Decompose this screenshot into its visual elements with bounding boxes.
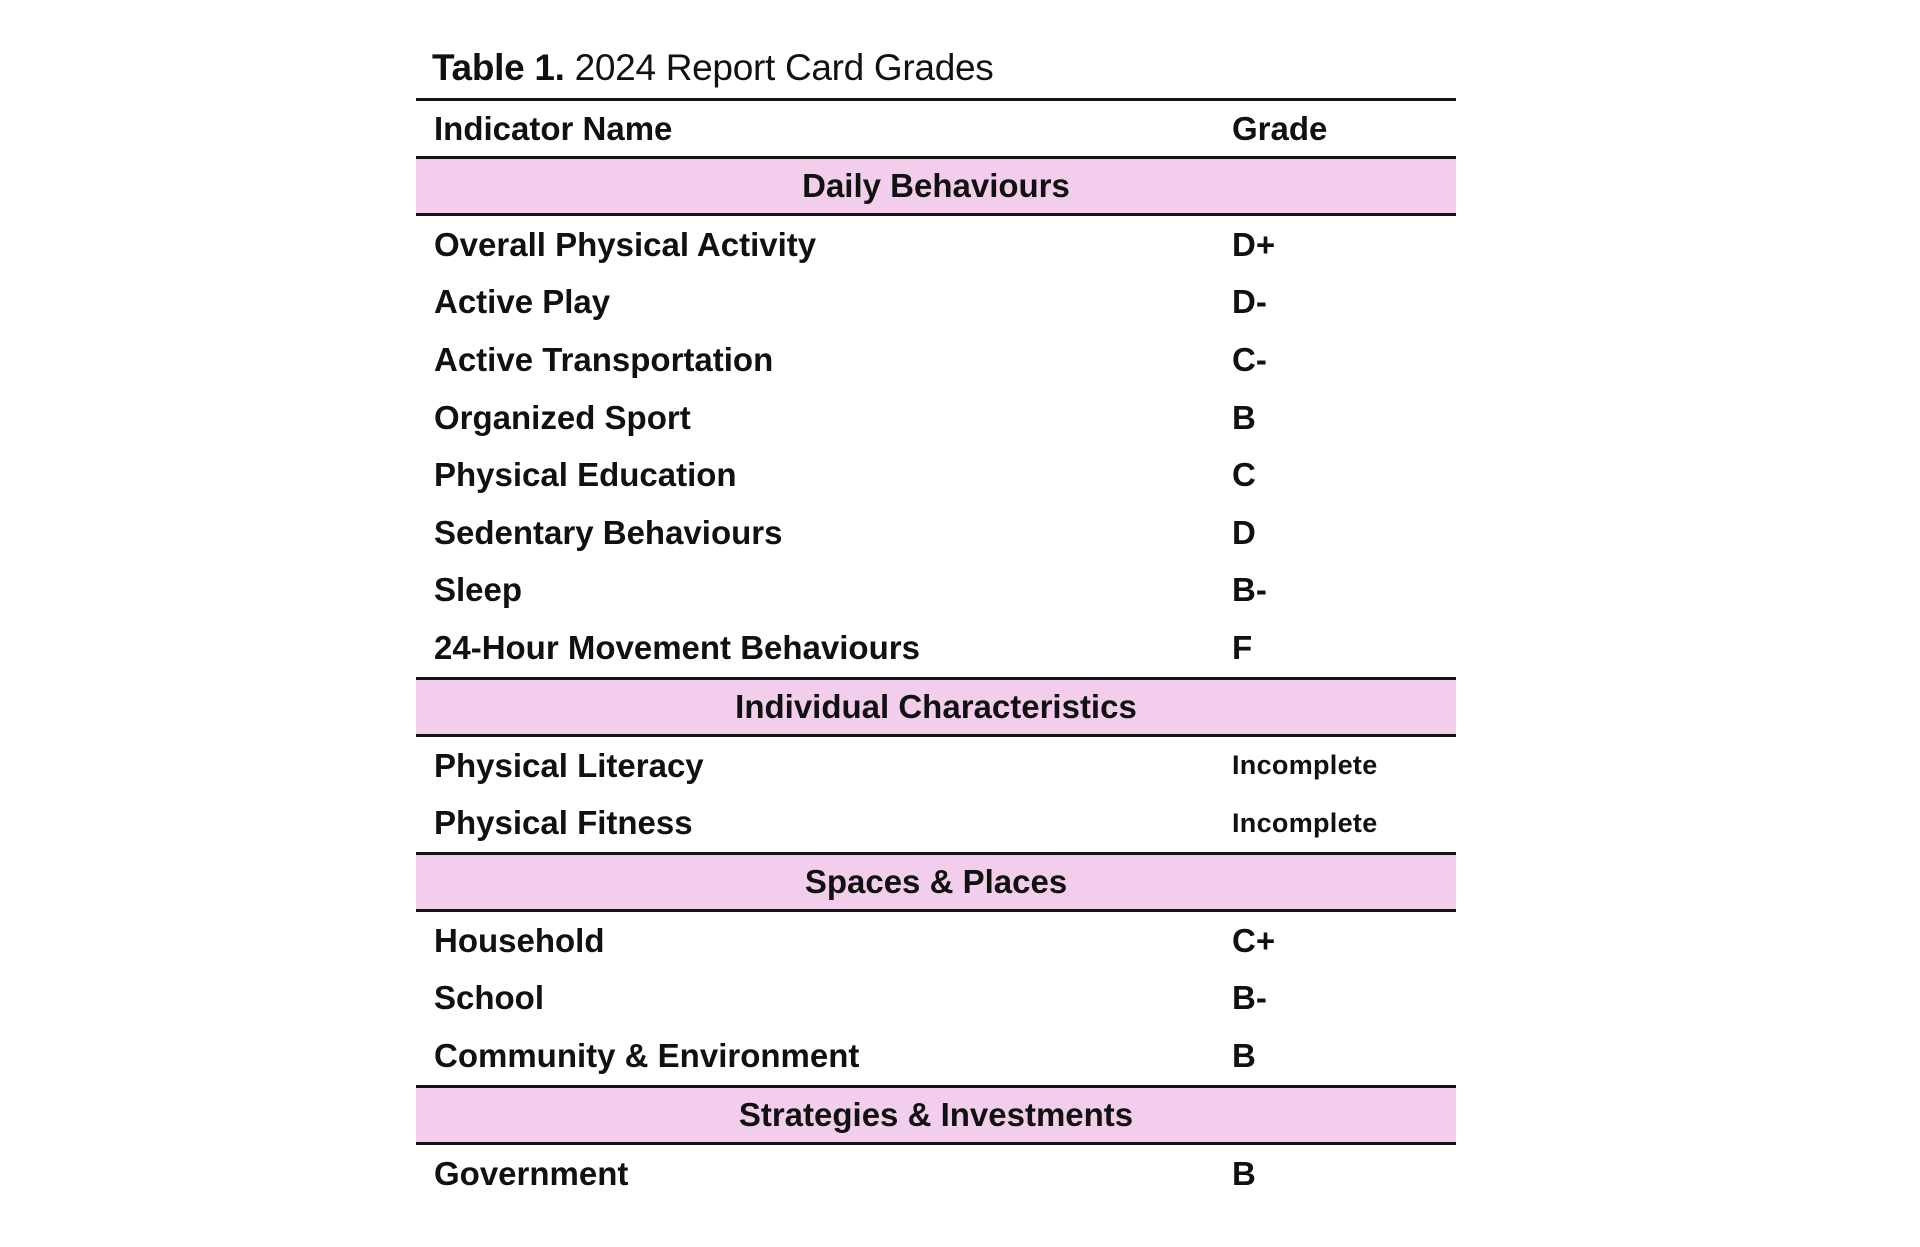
column-header-grade: Grade bbox=[1232, 109, 1328, 147]
indicator-name: Government bbox=[434, 1154, 629, 1192]
table-row bbox=[416, 737, 1456, 795]
table-row bbox=[416, 1027, 1456, 1085]
table-row bbox=[416, 331, 1456, 389]
table-row bbox=[416, 504, 1456, 562]
section-header-spaces-places bbox=[416, 852, 1456, 912]
indicator-grade: F bbox=[1232, 628, 1253, 666]
section-title: Individual Characteristics bbox=[735, 687, 1137, 725]
indicator-name: Organized Sport bbox=[434, 398, 691, 436]
table-row bbox=[416, 619, 1456, 677]
section-title: Spaces & Places bbox=[804, 862, 1068, 900]
indicator-grade: D bbox=[1232, 513, 1256, 551]
section-title: Strategies & Investments bbox=[738, 1095, 1134, 1133]
indicator-name: Physical Literacy bbox=[434, 746, 704, 784]
indicator-grade: C- bbox=[1232, 340, 1267, 378]
section-header-daily-behaviours bbox=[416, 159, 1456, 216]
table-row bbox=[416, 970, 1456, 1028]
indicator-grade: Incomplete bbox=[1232, 807, 1378, 838]
table-row bbox=[416, 912, 1456, 970]
caption-label: Table 1. bbox=[432, 47, 565, 88]
table-row bbox=[416, 794, 1456, 852]
grades-table bbox=[416, 98, 1456, 1202]
indicator-grade: B bbox=[1232, 1036, 1256, 1074]
indicator-name: Physical Education bbox=[434, 456, 737, 494]
indicator-name: Active Play bbox=[434, 283, 611, 321]
table-row bbox=[416, 446, 1456, 504]
indicator-grade: C+ bbox=[1232, 921, 1276, 959]
indicator-name: Household bbox=[434, 921, 605, 959]
section-header-strategies-investments bbox=[416, 1085, 1456, 1145]
indicator-name: Sleep bbox=[434, 571, 523, 609]
table-row bbox=[416, 389, 1456, 447]
table-row bbox=[416, 216, 1456, 274]
section-header-individual-characteristics bbox=[416, 677, 1456, 737]
indicator-grade: D- bbox=[1232, 283, 1267, 321]
section-title: Daily Behaviours bbox=[802, 167, 1070, 204]
indicator-grade: B bbox=[1232, 398, 1256, 436]
indicator-name: Active Transportation bbox=[434, 340, 774, 378]
indicator-name: Physical Fitness bbox=[434, 804, 693, 842]
indicator-grade: C bbox=[1232, 456, 1256, 494]
indicator-grade: D+ bbox=[1232, 225, 1276, 263]
indicator-name: School bbox=[434, 979, 545, 1017]
indicator-grade: B- bbox=[1232, 571, 1267, 609]
indicator-name: 24-Hour Movement Behaviours bbox=[434, 628, 920, 666]
table-row bbox=[416, 1145, 1456, 1203]
table-caption bbox=[432, 46, 993, 90]
caption-title: 2024 Report Card Grades bbox=[574, 47, 994, 88]
indicator-name: Sedentary Behaviours bbox=[434, 513, 783, 551]
table-header-row bbox=[416, 101, 1456, 159]
indicator-name: Overall Physical Activity bbox=[434, 225, 817, 263]
indicator-grade: Incomplete bbox=[1232, 750, 1378, 781]
table-row bbox=[416, 274, 1456, 332]
indicator-name: Community & Environment bbox=[434, 1036, 860, 1074]
table-row bbox=[416, 562, 1456, 620]
indicator-grade: B bbox=[1232, 1154, 1256, 1192]
indicator-grade: B- bbox=[1232, 979, 1267, 1017]
column-header-indicator: Indicator Name bbox=[434, 109, 673, 147]
